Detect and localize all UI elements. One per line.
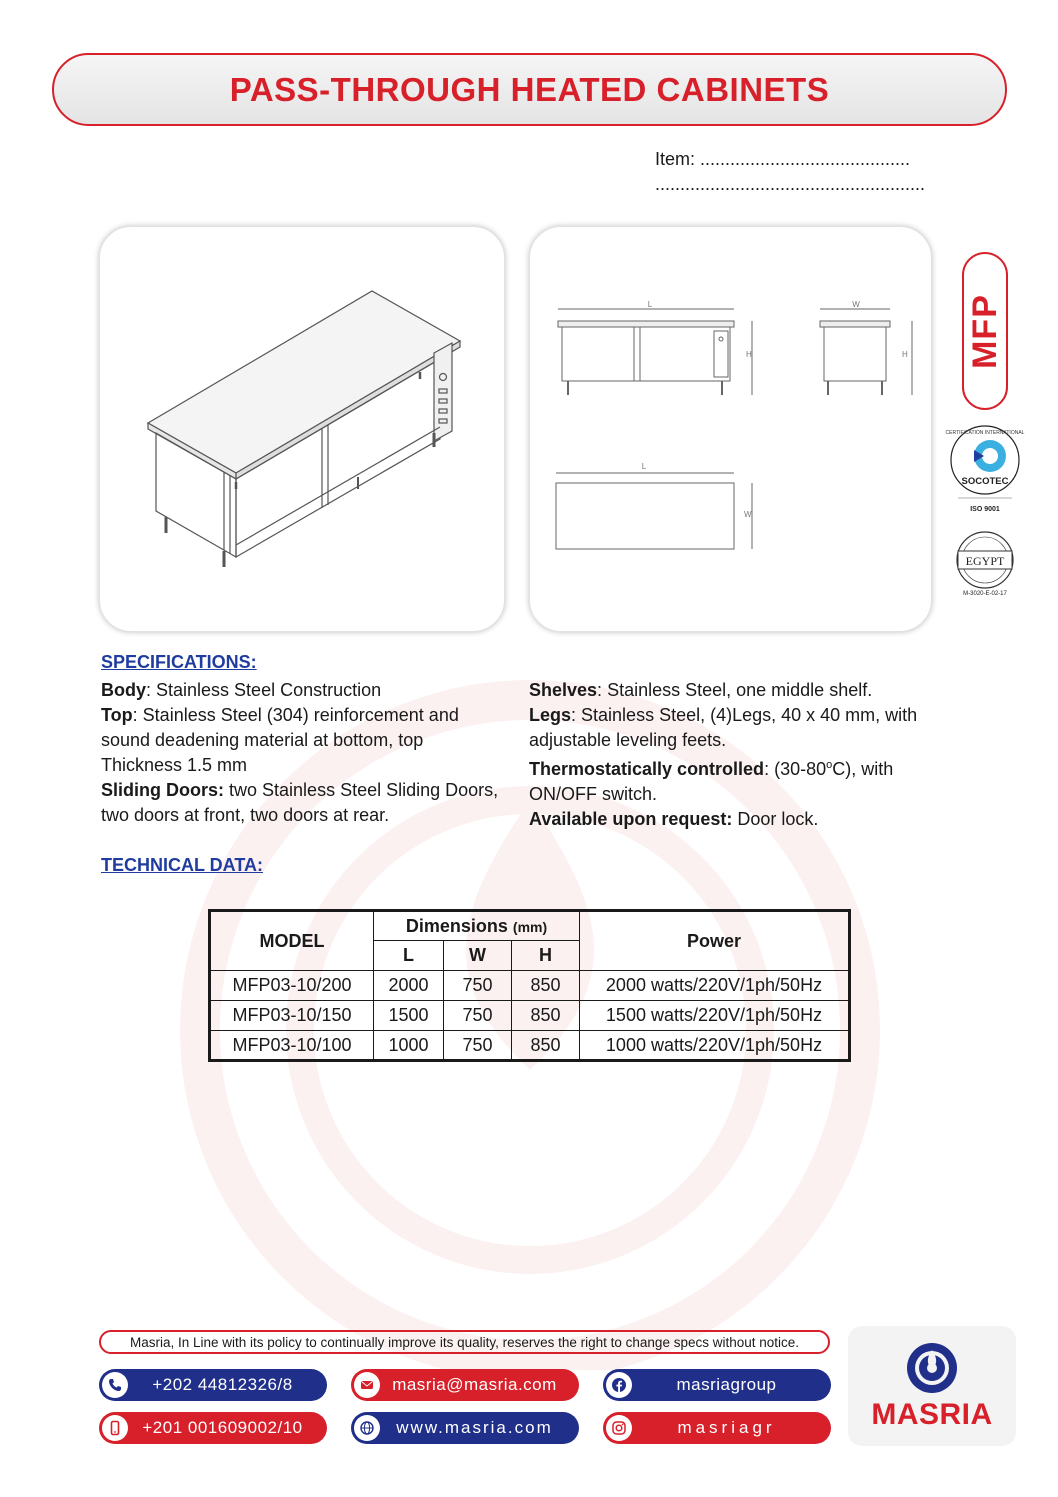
email-icon xyxy=(354,1372,380,1398)
specifications-heading: SPECIFICATIONS: xyxy=(101,652,257,672)
egypt-label: EGYPT xyxy=(965,554,1005,568)
model-code-badge xyxy=(962,252,1008,410)
globe-icon xyxy=(354,1415,380,1441)
cell-h: 850 xyxy=(512,1031,580,1061)
orthographic-views-drawing xyxy=(530,227,933,633)
cell-w: 750 xyxy=(444,1031,512,1061)
phone-text: +202 44812326/8 xyxy=(152,1375,293,1394)
technical-drawing-card xyxy=(529,226,932,632)
table-row xyxy=(210,971,850,1001)
cell-model: MFP03-10/200 xyxy=(210,971,374,1001)
side-height-label: H xyxy=(902,350,908,359)
website-text: www.masria.com xyxy=(396,1418,553,1437)
masria-emblem-icon xyxy=(904,1340,960,1396)
egypt-code: M-3020-E-02-17 xyxy=(963,591,1007,597)
cell-l: 2000 xyxy=(374,971,444,1001)
phone-contact[interactable] xyxy=(99,1369,327,1401)
specifications-left-column xyxy=(101,678,501,828)
table-row xyxy=(210,1001,850,1031)
cell-h: 850 xyxy=(512,1001,580,1031)
cell-power: 1500 watts/220V/1ph/50Hz xyxy=(580,1001,850,1031)
disclaimer-notice: Masria, In Line with its policy to continually improve its quality, reserves the right to change specs without notice. xyxy=(99,1330,830,1354)
header-w: W xyxy=(444,941,512,971)
cell-w: 750 xyxy=(444,1001,512,1031)
cell-power: 2000 watts/220V/1ph/50Hz xyxy=(580,971,850,1001)
cabinet-isometric-drawing xyxy=(100,227,506,633)
socotec-certification-logo xyxy=(944,420,1026,516)
technical-data-table xyxy=(208,909,851,1062)
cell-model: MFP03-10/150 xyxy=(210,1001,374,1031)
specifications-right-column xyxy=(529,678,949,832)
cell-l: 1000 xyxy=(374,1031,444,1061)
mobile-icon xyxy=(102,1415,128,1441)
spec-shelves: Shelves: Stainless Steel, one middle shelf. xyxy=(529,680,873,700)
table-row xyxy=(210,1031,850,1061)
header-model: MODEL xyxy=(210,911,374,971)
spec-body: Body: Stainless Steel Construction xyxy=(101,680,382,700)
header-l: L xyxy=(374,941,444,971)
socotec-arc-text: CERTIFICATION INTERNATIONAL xyxy=(945,430,1025,436)
facebook-icon xyxy=(606,1372,632,1398)
facebook-contact[interactable] xyxy=(603,1369,831,1401)
phone-icon xyxy=(102,1372,128,1398)
cell-power: 1000 watts/220V/1ph/50Hz xyxy=(580,1031,850,1061)
instagram-contact[interactable] xyxy=(603,1412,831,1444)
item-field-continuation: ...................................................... xyxy=(655,174,926,194)
front-length-label: L xyxy=(647,300,653,309)
header-h: H xyxy=(512,941,580,971)
website-contact[interactable] xyxy=(351,1412,579,1444)
cell-l: 1500 xyxy=(374,1001,444,1031)
product-image-card xyxy=(99,226,505,632)
title-banner xyxy=(52,53,1007,126)
spec-available-upon-request: Available upon request: Door lock. xyxy=(529,809,819,829)
header-power: Power xyxy=(580,911,850,971)
page-title: PASS-THROUGH HEATED CABINETS xyxy=(229,70,830,108)
spec-legs: Legs: Stainless Steel, (4)Legs, 40 x 40 mm, with adjustable leveling feets. xyxy=(529,705,918,750)
mobile-contact[interactable] xyxy=(99,1412,327,1444)
egypt-certification-stamp xyxy=(944,528,1026,598)
masria-logo xyxy=(848,1326,1016,1446)
side-width-label: W xyxy=(852,300,860,309)
top-width-label: W xyxy=(744,510,752,519)
email-text: masria@masria.com xyxy=(392,1375,557,1394)
header-dimensions: Dimensions (mm) xyxy=(374,911,580,941)
socotec-label: SOCOTEC xyxy=(961,476,1009,487)
spec-top: Top: Stainless Steel (304) reinforcement and sound deadening material at bottom, top Thickness 1.5 mm xyxy=(101,705,459,775)
spec-thermostat: Thermostatically controlled: (30-80$^o$C), with ON/OFF switch. xyxy=(529,759,894,804)
item-field: Item: .......................................... xyxy=(655,149,911,169)
cell-w: 750 xyxy=(444,971,512,1001)
cell-model: MFP03-10/100 xyxy=(210,1031,374,1061)
mobile-text: +201 001609002/10 xyxy=(142,1418,303,1437)
facebook-text: masriagroup xyxy=(676,1375,777,1394)
masria-logo-text: MASRIA xyxy=(871,1398,993,1431)
instagram-text: masriagr xyxy=(677,1418,776,1437)
email-contact[interactable] xyxy=(351,1369,579,1401)
top-length-label: L xyxy=(641,462,647,471)
spec-sliding-doors: Sliding Doors: two Stainless Steel Sliding Doors, two doors at front, two doors at rear. xyxy=(101,780,499,825)
front-height-label: H xyxy=(746,350,752,359)
technical-data-heading: TECHNICAL DATA: xyxy=(101,855,263,875)
instagram-icon xyxy=(606,1415,632,1441)
model-code-text: MFP xyxy=(965,293,1004,369)
cell-h: 850 xyxy=(512,971,580,1001)
iso-label: ISO 9001 xyxy=(970,506,1000,513)
